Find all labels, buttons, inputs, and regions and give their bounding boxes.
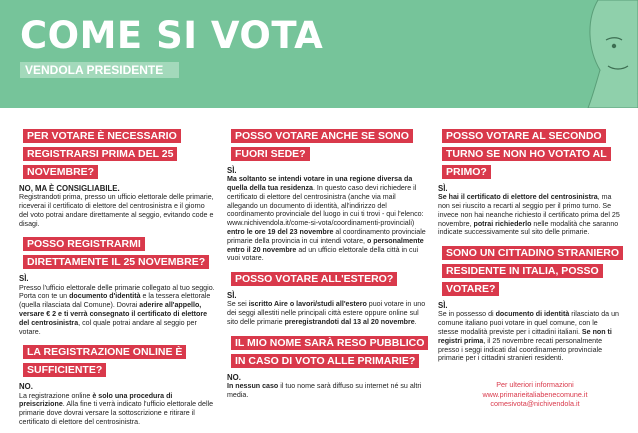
footer-website-link[interactable]: www.primarieitaliabenecomune.it (482, 389, 588, 399)
faq-online-registration (19, 342, 215, 426)
answer-text: Ma soltanto se intendi votare in una regione diversa da quella della tua residenza. In questo caso devi richiedere il certificato di elettore del centrosinistra (anche via mail allegando un documento di identità, all'indirizzo del coordinamento provinciale del luogo in cui ti trovi - qui l'elenco: www.nichivendola.it/come-si-vota/coordinamenti-provinciali) entro le ore 19 del 23 novembre al coordinamento provinciale primarie della provincia in cui intendi votare, o personalmente entro il 20 novembre ad un ufficio elettorale della città in cui vuoi votare. (227, 175, 426, 263)
question-heading: POSSO VOTARE AL SECONDO TURNO SE NON HO VOTATO AL PRIMO? (442, 129, 611, 179)
footer-info (450, 380, 620, 409)
question-heading: PER VOTARE È NECESSARIO REGISTRARSI PRIMA DEL 25 NOVEMBRE? (23, 129, 181, 179)
page-subtitle: VENDOLA PRESIDENTE (20, 62, 179, 78)
faq-foreign-resident (438, 243, 620, 363)
answer-label: SÌ. (227, 166, 237, 175)
footer-info-label: Per ulteriori informazioni (496, 380, 574, 389)
question-heading: SONO UN CITTADINO STRANIERO RESIDENTE IN ITALIA, POSSO VOTARE? (442, 246, 623, 296)
answer-label: NO, MA È CONSIGLIABILE. (19, 184, 120, 193)
answer-label: NO. (19, 382, 33, 392)
faq-register-on-day (19, 234, 215, 336)
question-heading: POSSO VOTARE ANCHE SE SONO FUORI SEDE? (231, 129, 413, 161)
answer-text: In nessun caso il tuo nome sarà diffuso su internet né su altri media. (227, 381, 422, 399)
question-heading: LA REGISTRAZIONE ONLINE È SUFFICIENTE? (23, 345, 186, 377)
column-left (19, 126, 215, 433)
answer-label: SÌ. (438, 184, 448, 193)
page-title: COME SI VOTA (20, 14, 324, 57)
answer-text: Se sei iscritto Aire o lavori/studi all'estero puoi votare in uno dei seggi allestiti nelle principali città estere oppure online sul sito delle primarie preregistrandoti dal 13 al 20 novembre. (227, 300, 426, 326)
answer-text: Registrandoti prima, presso un ufficio elettorale delle primarie, riceverai il certificato di elettore del centrosinistra e il giorno del voto potrai andare direttamente al seggio, evitando code e disagi. (19, 193, 214, 228)
faq-registration-required (19, 126, 215, 228)
answer-label: SÌ. (438, 301, 448, 311)
answer-text: Se hai il certificato di elettore del centrosinistra, ma non sei riuscito a recarti al seggio per il primo turno. Se invece non hai neanche richiesto il certificato prima del 25 novembre, potrai richiederlo nelle modalità che saranno indicate successivamente sul sito delle primarie. (438, 193, 620, 237)
faq-out-of-town (227, 126, 427, 263)
footer-email-link[interactable]: comesivota@nichivendola.it (490, 399, 580, 408)
question-heading: POSSO VOTARE ALL'ESTERO? (231, 272, 397, 286)
answer-text: Se in possesso di documento di identità rilasciato da un comune italiano puoi votare in quel comune, con le stesse modalità previste per i cittadini italiani. Se non ti registri prima, il 25 novembre recati personalmente presso i seggi indicati dal coordinamento provinciale primarie per i cittadini stranieri residenti. (438, 310, 619, 363)
answer-label: NO. (227, 372, 241, 382)
candidate-portrait-illustration (578, 0, 638, 108)
header-banner (0, 0, 638, 108)
column-middle (227, 126, 427, 406)
faq-second-round (438, 126, 620, 237)
question-heading: POSSO REGISTRARMI DIRETTAMENTE IL 25 NOVEMBRE? (23, 237, 209, 269)
answer-text: Presso l'ufficio elettorale delle primarie collegato al tuo seggio. Porta con te un documento d'identità e la tessera elettorale (quella rilasciata dal Comune). Dovrai aderire all'appello, versare € 2 e ti verrà consegnato il certificato di elettore del centrosinistra, col quale potrai andare al seggio per votare. (19, 283, 215, 336)
column-right (438, 126, 620, 369)
question-heading: IL MIO NOME SARÀ RESO PUBBLICO IN CASO DI VOTO ALLE PRIMARIE? (231, 336, 428, 368)
faq-name-public (227, 333, 427, 400)
faq-vote-abroad (227, 269, 427, 327)
answer-label: SÌ. (227, 291, 237, 301)
answer-label: SÌ. (19, 274, 29, 284)
answer-text: La registrazione online è solo una procedura di preiscrizione. Alla fine ti verrà indicato l'ufficio elettorale delle primarie dove dovrai versare la sottoscrizione e ritirare il certificato di elettore del centrosinistra. (19, 391, 214, 426)
